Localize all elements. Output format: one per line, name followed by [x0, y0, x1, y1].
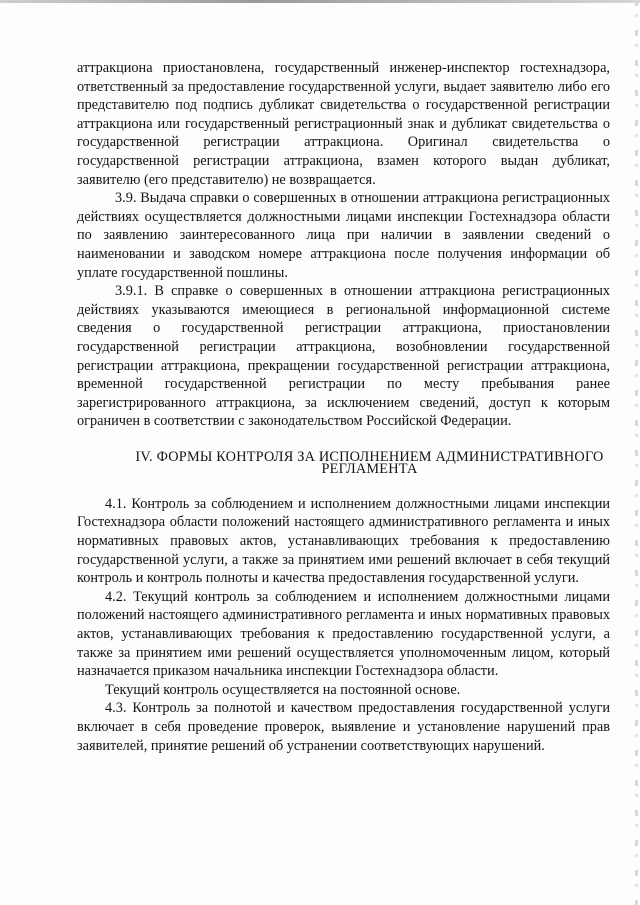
- section-heading-line-1: IV. ФОРМЫ КОНТРОЛЯ ЗА ИСПОЛНЕНИЕМ АДМИНИСТРАТИВНОГО: [135, 448, 604, 465]
- paragraph-4-2: 4.2. Текущий контроль за соблюдением и исполнением должностными лицами положений настоящего административного регламента и иных нормативных правовых актов, устанавливающих требования к предоставлению государственной услуги, а также за принятием ими решений осуществляется уполномоченным лицом, который назначается приказом начальника инспекции Гостехнадзора области.: [77, 588, 610, 680]
- scan-edge-top: [0, 0, 640, 3]
- paragraph-current-control: Текущий контроль осуществляется на постоянной основе.: [105, 681, 461, 698]
- paragraph-continuation: аттракциона приостановлена, государственный инженер-инспектор гостехнадзора, ответственный за предоставление государственной услуги, выдает заявителю либо его представителю под подпись дубликат свидетельства о государственной регистрации аттракциона или государственный регистрационный знак и дубликат свидетельства о государственной регистрации аттракциона. Оригинал свидетельства о государственной регистрации аттракциона, взамен которого выдан дубликат, заявителю (его представителю) не возвращается.: [77, 60, 610, 188]
- document-body: [77, 59, 610, 755]
- section-heading: [77, 448, 610, 477]
- paragraph-3-9: 3.9. Выдача справки о совершенных в отношении аттракциона регистрационных действиях осуществляется должностными лицами инспекции Гостехнадзора области по заявлению заинтересованного лица при наличии в заявлении сведений о наименовании и заводском номере аттракциона после получения информации об уплате государственной пошлины.: [77, 190, 610, 281]
- paragraph-4-1: 4.1. Контроль за соблюдением и исполнением должностными лицами инспекции Гостехнадзора области положений настоящего административного регламента и иных нормативных правовых актов, устанавливающих требования к предоставлению государственной услуги, а также за принятием ими решений включает в себя текущий контроль и контроль полноты и качества предоставления государственной услуги.: [77, 495, 610, 587]
- paragraph-4-3: 4.3. Контроль за полнотой и качеством предоставления государственной услуги включает в себя проведение проверок, выявление и установление нарушений прав заявителей, принятие решений об устранении соответствующих нарушений.: [77, 700, 610, 754]
- paragraph-3-9-1: 3.9.1. В справке о совершенных в отношении аттракциона регистрационных действиях указываются имеющиеся в региональной информационной системе сведения о государственной регистрации аттракциона, приостановлении государственной регистрации аттракциона, возобновлении государственной регистрации аттракциона, прекращении государственной регистрации аттракциона, временной государственной регистрации по месту пребывания ранее зарегистрированного аттракциона, за исключением сведений, доступ к которым ограничен в соответствии с законодательством Российской Федерации.: [77, 283, 610, 430]
- heading-spacer: [77, 485, 610, 495]
- scan-edge-right: [635, 0, 638, 905]
- section-heading-line-2: РЕГЛАМЕНТА: [321, 460, 418, 477]
